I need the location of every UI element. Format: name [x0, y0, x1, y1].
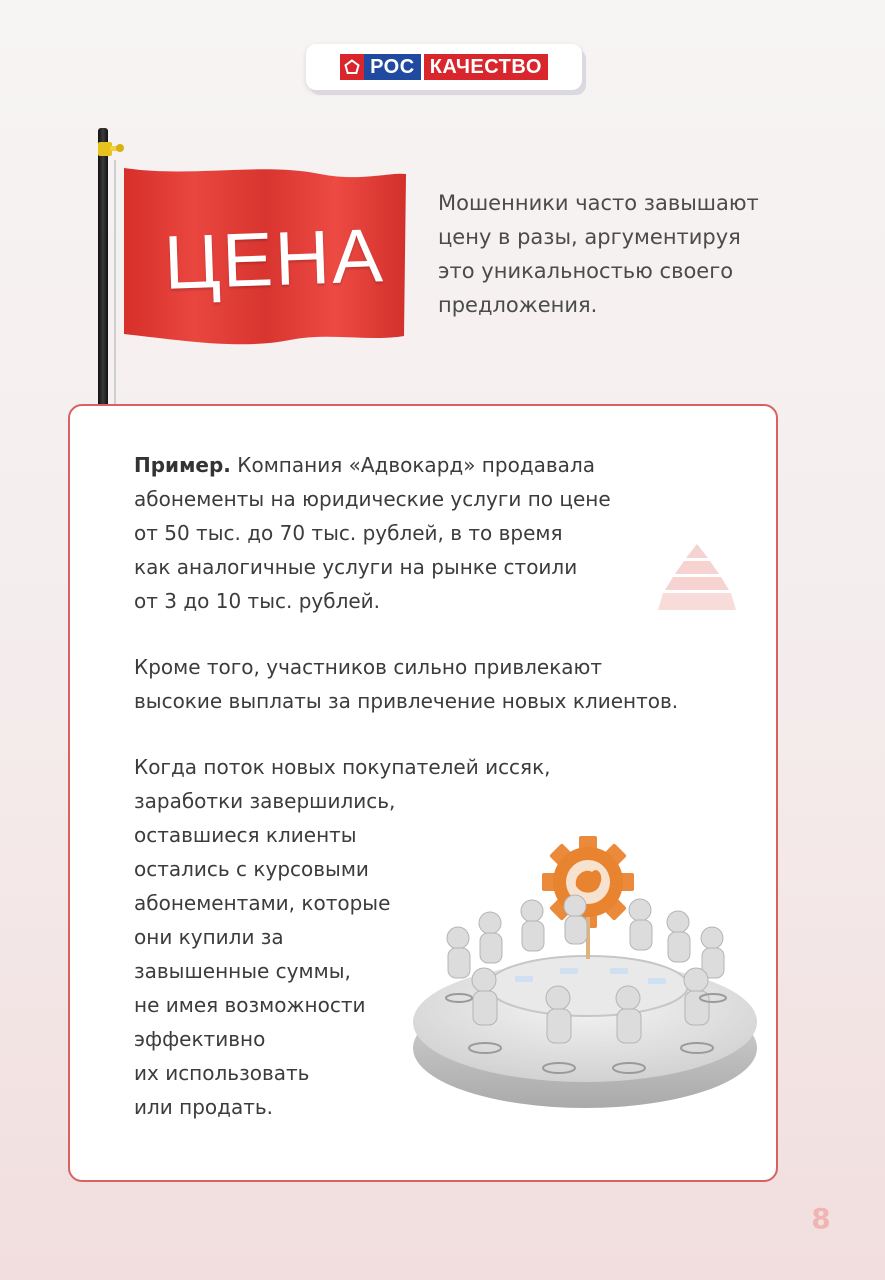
price-flag — [120, 164, 410, 354]
referral-paragraph — [134, 650, 754, 718]
example-line: Компания «Адвокард» продавала — [237, 453, 595, 477]
pentagon-house-icon — [340, 54, 364, 80]
consequence-line: остались с курсовыми — [134, 857, 369, 881]
example-line: от 3 до 10 тыс. рублей. — [134, 589, 381, 613]
intro-text — [438, 186, 788, 322]
intro-line: цену в разы, аргументируя — [438, 225, 741, 249]
consequence-line: Когда поток новых покупателей иссяк, — [134, 755, 551, 779]
pole-clamp-icon — [96, 138, 126, 162]
gear-icon — [542, 836, 634, 928]
consequence-line: заработки завершились, — [134, 789, 396, 813]
referral-line: Кроме того, участников сильно привлекают — [134, 655, 603, 679]
example-line: как аналогичные услуги на рынке стоили — [134, 555, 578, 579]
flag-rope — [114, 160, 116, 408]
consequence-line: они купили за — [134, 925, 284, 949]
intro-line: Мошенники часто завышают — [438, 191, 759, 215]
example-card — [68, 404, 778, 1182]
page-number: 8 — [811, 1202, 831, 1235]
logo-text-ros: РОС — [364, 54, 421, 80]
intro-line: предложения. — [438, 293, 598, 317]
consequence-line: эффективно — [134, 1027, 266, 1051]
consequence-line: или продать. — [134, 1095, 274, 1119]
example-label: Пример. — [134, 453, 231, 477]
logo-text-kachestvo: КАЧЕСТВО — [424, 54, 548, 80]
consequence-line: оставшиеся клиенты — [134, 823, 357, 847]
consequence-line: абонементами, которые — [134, 891, 391, 915]
roskachestvo-logo — [306, 44, 582, 90]
flag-pole — [98, 128, 108, 408]
example-line: от 50 тыс. до 70 тыс. рублей, в то время — [134, 521, 563, 545]
example-first-line — [134, 448, 754, 482]
referral-line: высокие выплаты за привлечение новых клиентов. — [134, 689, 679, 713]
round-table-meeting-illustration — [410, 826, 760, 1116]
consequence-line: завышенные суммы, — [134, 959, 351, 983]
intro-line: это уникальностью своего — [438, 259, 734, 283]
pyramid-icon — [656, 542, 738, 614]
flag-word: ЦЕНА — [162, 213, 386, 306]
example-line: абонементы на юридические услуги по цене — [134, 487, 611, 511]
consequence-line: не имея возможности — [134, 993, 366, 1017]
consequence-line: их использовать — [134, 1061, 310, 1085]
